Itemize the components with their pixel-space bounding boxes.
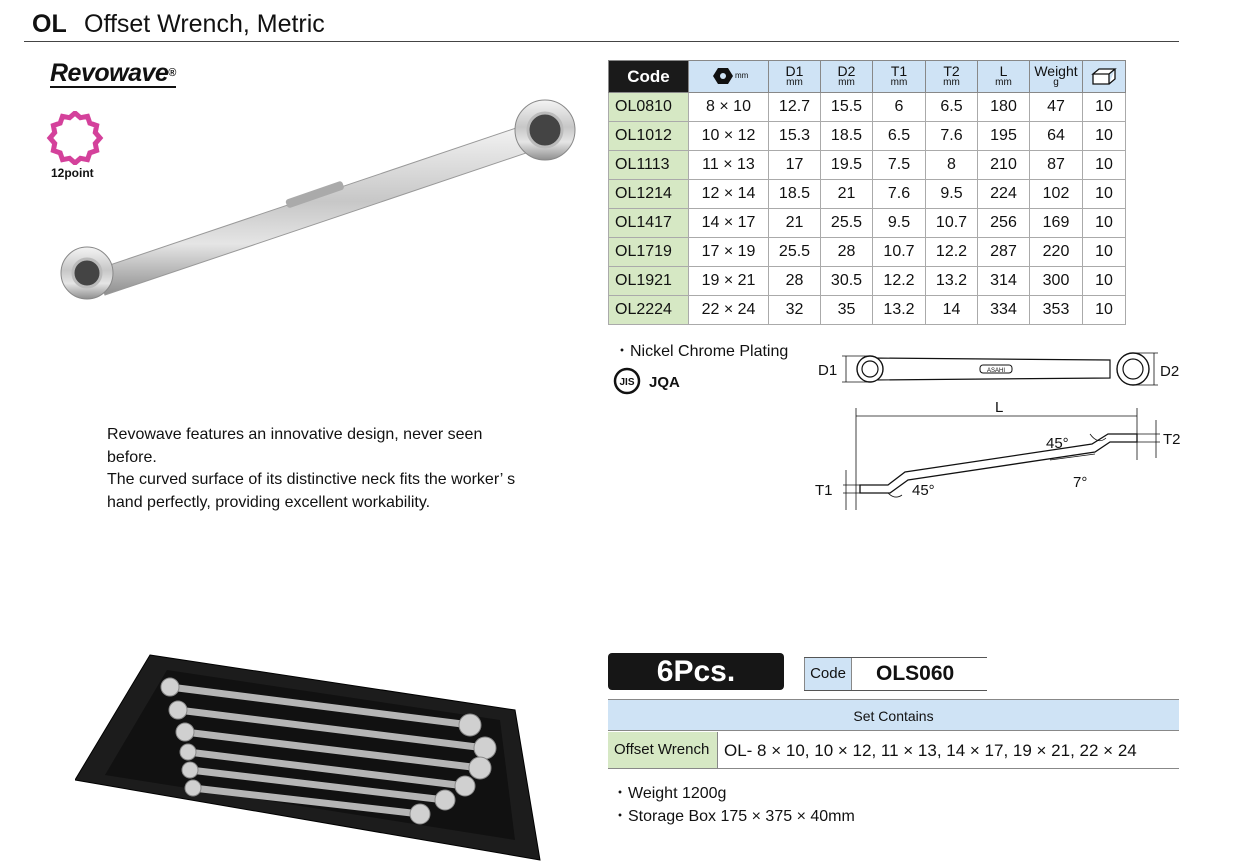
table-cell: 180 xyxy=(978,93,1030,122)
table-cell: 287 xyxy=(978,238,1030,267)
col-d2-unit: mm xyxy=(838,76,855,88)
table-cell: 220 xyxy=(1030,238,1083,267)
plating-note: ・Nickel Chrome Plating xyxy=(614,343,789,360)
table-cell: 13.2 xyxy=(873,296,926,325)
set-weight-note: ・Weight 1200g xyxy=(612,785,727,802)
set-row-label: Offset Wrench xyxy=(608,732,718,768)
table-cell: 21 xyxy=(769,209,821,238)
col-l xyxy=(978,61,1030,93)
set-contents-row xyxy=(608,732,1179,769)
col-d2 xyxy=(821,61,873,93)
col-t2-label: T2 xyxy=(943,62,960,79)
col-l-label: L xyxy=(999,62,1008,79)
table-cell: 47 xyxy=(1030,93,1083,122)
table-cell: 300 xyxy=(1030,267,1083,296)
table-cell: 18.5 xyxy=(821,122,873,151)
col-weight-label: Weight xyxy=(1034,62,1078,79)
point-label: 12point xyxy=(51,166,94,180)
offset-wrench-photo xyxy=(55,95,595,305)
table-row xyxy=(609,296,1126,325)
table-cell: 25.5 xyxy=(821,209,873,238)
table-cell: 10.7 xyxy=(873,238,926,267)
table-row xyxy=(609,93,1126,122)
spec-header-row xyxy=(609,61,1126,93)
product-code-cell: OL0810 xyxy=(609,93,689,122)
col-code: Code xyxy=(609,61,689,93)
table-row xyxy=(609,122,1126,151)
table-row xyxy=(609,151,1126,180)
page-title: Offset Wrench, Metric xyxy=(84,10,325,38)
drawing-stamp: ASAHI xyxy=(986,368,1006,374)
drawing-angle-left: 45° xyxy=(912,482,935,499)
col-t2-unit: mm xyxy=(943,76,960,88)
drawing-l: L xyxy=(995,399,1004,416)
col-t1 xyxy=(873,61,926,93)
series-code: OL xyxy=(32,10,67,38)
product-code-cell: OL1417 xyxy=(609,209,689,238)
drawing-t1: T1 xyxy=(815,482,833,499)
table-cell: 10 xyxy=(1083,180,1126,209)
table-cell: 7.6 xyxy=(926,122,978,151)
table-row xyxy=(609,180,1126,209)
product-description xyxy=(107,424,527,514)
product-code-cell: OL1719 xyxy=(609,238,689,267)
table-cell: 12 × 14 xyxy=(689,180,769,209)
col-d1-label: D1 xyxy=(785,62,804,79)
col-t2 xyxy=(926,61,978,93)
table-cell: 64 xyxy=(1030,122,1083,151)
product-code-cell: OL1012 xyxy=(609,122,689,151)
description-paragraph: The curved surface of its distinctive neck fits the worker’ s hand perfectly, providing excellent workability. xyxy=(107,471,516,511)
jis-jqa-mark xyxy=(613,366,703,396)
set-storage-note: ・Storage Box 175 × 375 × 40mm xyxy=(612,808,855,825)
table-cell: 256 xyxy=(978,209,1030,238)
table-cell: 6.5 xyxy=(926,93,978,122)
table-cell: 7.6 xyxy=(873,180,926,209)
table-cell: 11 × 13 xyxy=(689,151,769,180)
set-code-box xyxy=(804,657,987,691)
hex-size-icon xyxy=(707,66,751,86)
table-cell: 15.3 xyxy=(769,122,821,151)
table-cell: 22 × 24 xyxy=(689,296,769,325)
revowave-logo xyxy=(50,60,176,88)
table-cell: 169 xyxy=(1030,209,1083,238)
table-cell: 6 xyxy=(873,93,926,122)
col-quantity xyxy=(1083,61,1126,93)
drawing-d2: D2 xyxy=(1160,363,1180,380)
set-pieces-badge: 6Pcs. xyxy=(608,653,784,690)
product-code-cell: OL2224 xyxy=(609,296,689,325)
table-cell: 10 xyxy=(1083,238,1126,267)
set-row-value: OL- 8 × 10, 10 × 12, 11 × 13, 14 × 17, 19 × 21, 22 × 24 xyxy=(724,741,1137,760)
drawing-angle-right: 45° xyxy=(1046,435,1069,452)
table-cell: 8 xyxy=(926,151,978,180)
table-cell: 10 xyxy=(1083,151,1126,180)
table-cell: 10 xyxy=(1083,267,1126,296)
product-code-cell: OL1921 xyxy=(609,267,689,296)
drawing-d1: D1 xyxy=(818,362,838,379)
table-cell: 224 xyxy=(978,180,1030,209)
table-row xyxy=(609,267,1126,296)
table-cell: 10 × 12 xyxy=(689,122,769,151)
table-cell: 102 xyxy=(1030,180,1083,209)
table-cell: 12.2 xyxy=(873,267,926,296)
table-cell: 18.5 xyxy=(769,180,821,209)
table-cell: 7.5 xyxy=(873,151,926,180)
table-cell: 9.5 xyxy=(873,209,926,238)
set-contains-header: Set Contains xyxy=(608,699,1179,731)
col-d1-unit: mm xyxy=(786,76,803,88)
table-cell: 32 xyxy=(769,296,821,325)
jis-text: JIS xyxy=(619,377,635,388)
table-cell: 19 × 21 xyxy=(689,267,769,296)
spec-table xyxy=(608,60,1126,325)
logo-text: Revowave xyxy=(50,59,169,87)
table-cell: 30.5 xyxy=(821,267,873,296)
drawing-t2: T2 xyxy=(1163,431,1181,448)
table-cell: 10 xyxy=(1083,296,1126,325)
spec-table-body xyxy=(609,93,1126,325)
set-code-label: Code xyxy=(804,658,852,690)
table-cell: 210 xyxy=(978,151,1030,180)
table-cell: 19.5 xyxy=(821,151,873,180)
table-cell: 334 xyxy=(978,296,1030,325)
table-cell: 17 xyxy=(769,151,821,180)
registered-mark: ® xyxy=(168,67,176,79)
col-d1 xyxy=(769,61,821,93)
col-d2-label: D2 xyxy=(837,62,856,79)
table-cell: 14 xyxy=(926,296,978,325)
table-cell: 195 xyxy=(978,122,1030,151)
col-weight-unit: g xyxy=(1053,76,1059,88)
table-cell: 353 xyxy=(1030,296,1083,325)
table-cell: 15.5 xyxy=(821,93,873,122)
table-cell: 314 xyxy=(978,267,1030,296)
table-cell: 12.2 xyxy=(926,238,978,267)
table-cell: 17 × 19 xyxy=(689,238,769,267)
box-quantity-icon xyxy=(1090,66,1118,86)
table-cell: 87 xyxy=(1030,151,1083,180)
table-cell: 28 xyxy=(821,238,873,267)
col-l-unit: mm xyxy=(995,76,1012,88)
col-t1-label: T1 xyxy=(890,62,908,79)
table-cell: 13.2 xyxy=(926,267,978,296)
product-code-cell: OL1113 xyxy=(609,151,689,180)
storage-tray-photo xyxy=(75,650,545,865)
table-cell: 9.5 xyxy=(926,180,978,209)
dimension-drawing xyxy=(810,350,1190,520)
table-cell: 10 xyxy=(1083,209,1126,238)
table-cell: 21 xyxy=(821,180,873,209)
table-cell: 12.7 xyxy=(769,93,821,122)
title-bar xyxy=(24,4,1179,42)
col-t1-unit: mm xyxy=(890,76,908,88)
col-weight xyxy=(1030,61,1083,93)
col-size xyxy=(689,61,769,93)
table-cell: 10 xyxy=(1083,122,1126,151)
jqa-text: JQA xyxy=(649,374,680,391)
table-cell: 10 xyxy=(1083,93,1126,122)
table-cell: 8 × 10 xyxy=(689,93,769,122)
svg-text:mm: mm xyxy=(734,70,748,80)
table-cell: 10.7 xyxy=(926,209,978,238)
table-cell: 28 xyxy=(769,267,821,296)
set-code-value: OLS060 xyxy=(876,662,955,685)
table-row xyxy=(609,209,1126,238)
description-paragraph: Revowave features an innovative design, never seen before. xyxy=(107,426,483,466)
table-row xyxy=(609,238,1126,267)
table-cell: 35 xyxy=(821,296,873,325)
drawing-angle-neck: 7° xyxy=(1073,474,1088,491)
table-cell: 6.5 xyxy=(873,122,926,151)
table-cell: 25.5 xyxy=(769,238,821,267)
product-code-cell: OL1214 xyxy=(609,180,689,209)
table-cell: 14 × 17 xyxy=(689,209,769,238)
